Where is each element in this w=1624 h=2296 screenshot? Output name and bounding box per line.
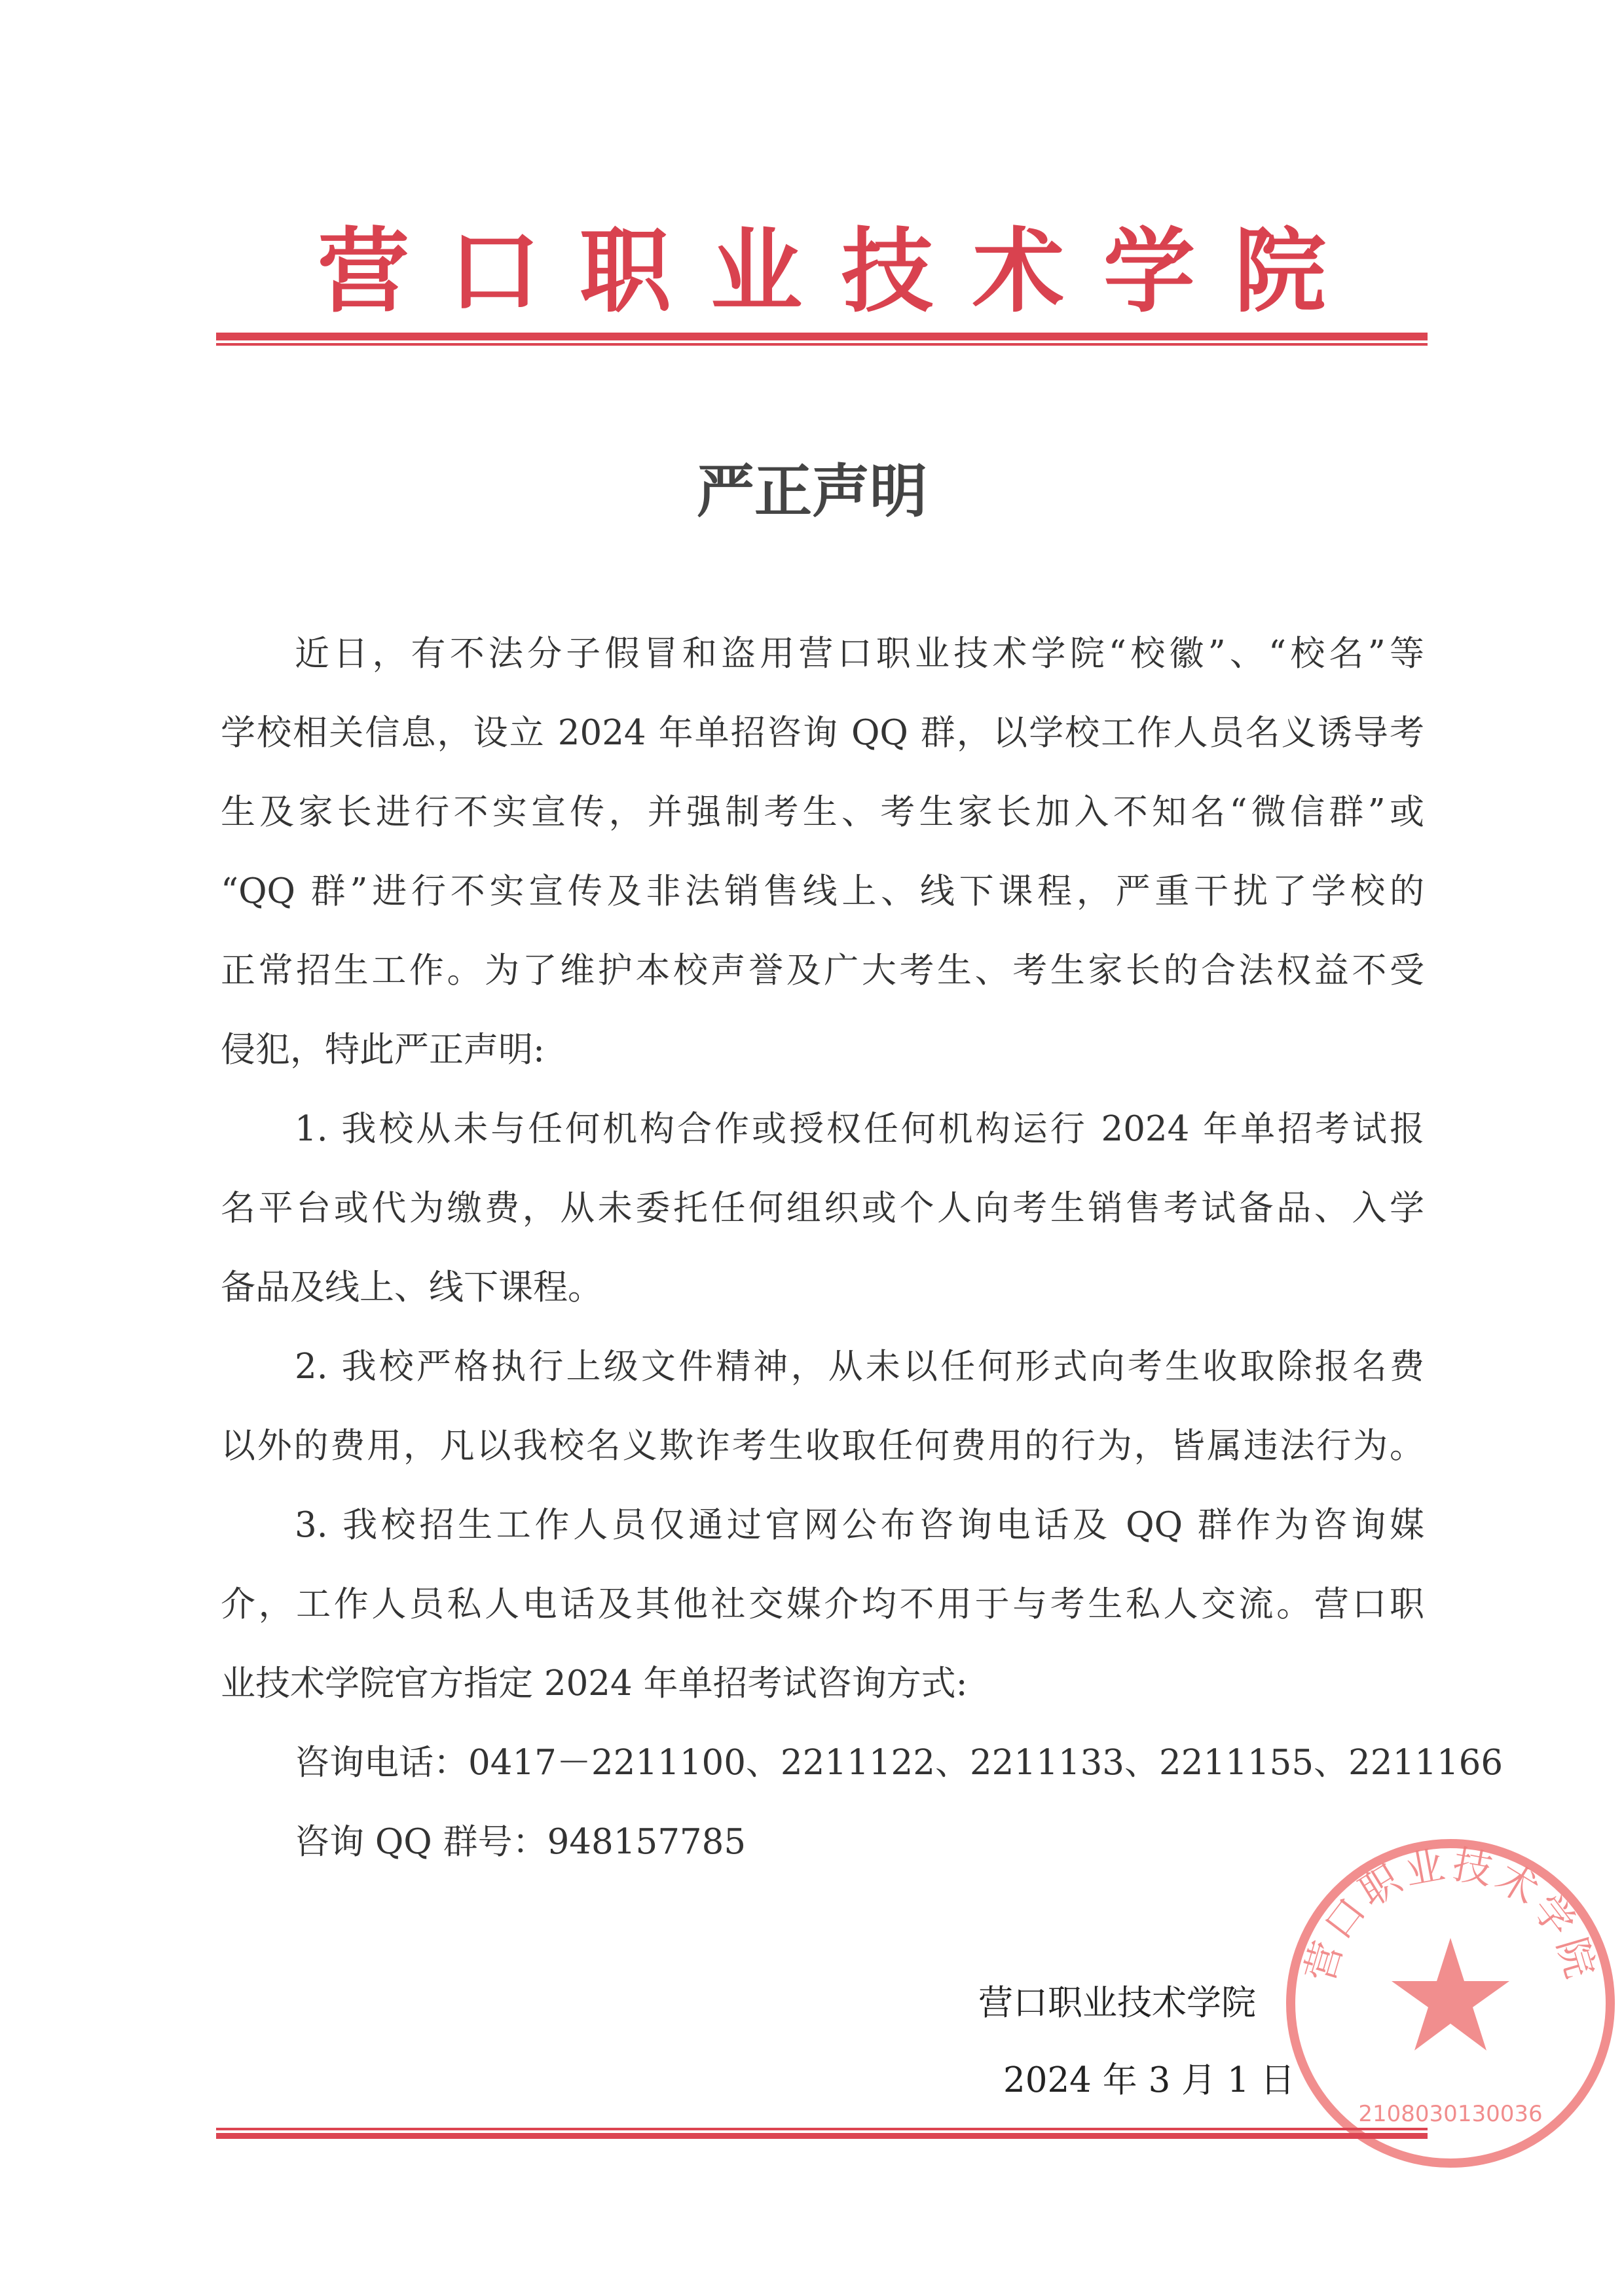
signature-organization: 营口职业技术学院 xyxy=(978,1983,1256,2023)
body-line: 咨询 QQ 群号：948157785 xyxy=(295,1822,747,1862)
footer-divider xyxy=(216,2133,1428,2139)
official-seal xyxy=(1280,1833,1621,2174)
body-line: 3. 我校招生工作人员仅通过官网公布咨询电话及 QQ 群作为咨询媒 xyxy=(295,1505,1424,1545)
body-line: 咨询电话：0417－2211100、2211122、2211133、2211155、2211166 xyxy=(295,1743,1504,1783)
body-line: 2. 我校严格执行上级文件精神，从未以任何形式向考生收取除报名费 xyxy=(295,1347,1424,1387)
body-line: 备品及线上、线下课程。 xyxy=(221,1267,602,1307)
body-line: 侵犯，特此严正声明: xyxy=(221,1030,545,1070)
body-line: 生及家长进行不实宣传，并强制考生、考生家长加入不知名“微信群”或 xyxy=(221,792,1424,832)
body-line: 名平台或代为缴费，从未委托任何组织或个人向考生销售考试备品、入学 xyxy=(221,1188,1424,1228)
signature-date: 2024 年 3 月 1 日 xyxy=(1003,2060,1295,2100)
letterhead-title: 营口职业技术学院 xyxy=(317,218,1365,325)
document-title: 严正声明 xyxy=(696,457,927,525)
letterhead-divider-thin xyxy=(216,343,1428,346)
seal-number: 2108030130036 xyxy=(1358,2101,1543,2127)
star-icon xyxy=(1392,1938,1509,2050)
footer-divider-thin xyxy=(216,2128,1428,2130)
body-line: 业技术学院官方指定 2024 年单招考试咨询方式: xyxy=(221,1664,968,1704)
body-line: 近日，有不法分子假冒和盗用营口职业技术学院“校徽”、“校名”等 xyxy=(295,634,1424,674)
body-line: 介，工作人员私人电话及其他社交媒介均不用于与考生私人交流。营口职 xyxy=(221,1584,1424,1624)
body-line: 正常招生工作。为了维护本校声誉及广大考生、考生家长的合法权益不受 xyxy=(221,951,1424,991)
body-line: 以外的费用，凡以我校名义欺诈考生收取任何费用的行为，皆属违法行为。 xyxy=(221,1426,1424,1466)
letterhead-divider xyxy=(216,333,1428,340)
body-line: 1. 我校从未与任何机构合作或授权任何机构运行 2024 年单招考试报 xyxy=(295,1109,1424,1149)
seal-text: 营口职业技术学院 xyxy=(1297,1841,1604,1987)
body-line: “QQ 群”进行不实宣传及非法销售线上、线下课程，严重干扰了学校的 xyxy=(221,871,1424,911)
body-line: 学校相关信息，设立 2024 年单招咨询 QQ 群，以学校工作人员名义诱导考 xyxy=(221,713,1424,753)
